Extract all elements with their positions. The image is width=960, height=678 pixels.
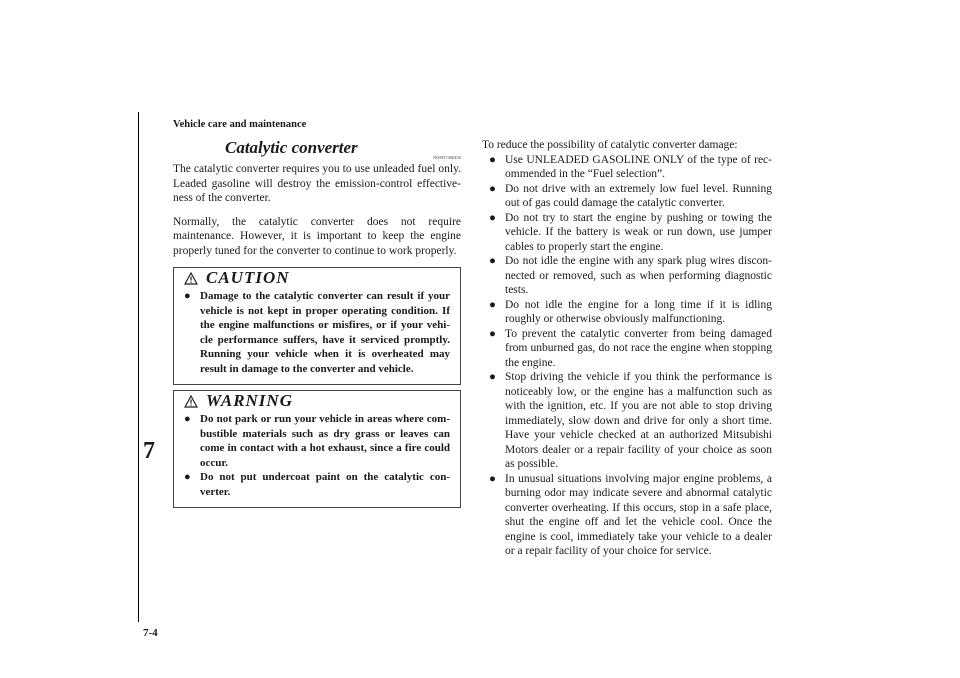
warning-title: WARNING [206,391,293,410]
section-header: Vehicle care and maintenance [173,119,307,130]
bullet-icon: ● [184,290,191,302]
caution-item: ● Damage to the catalytic converter can result if your vehicle is not kept in proper operating condition. If the engine malfunctions or misfires, or if your vehi-cle performance suffers, have it serviced promptly. Running your vehicle when it is overheated may result in damage to the converter and vehicle. [184,290,450,375]
caution-title: CAUTION [206,268,290,287]
bullet-icon: ● [489,153,496,166]
page-title: Catalytic converter [225,138,358,157]
bullet-icon: ● [489,298,496,311]
bullet-icon: ● [489,371,496,383]
list-item: ● Use UNLEADED GASOLINE ONLY of the type of rec-ommended in the “Fuel selection”. [489,153,772,180]
chapter-divider [138,112,139,622]
bullet-icon: ● [184,413,191,425]
page-number: 7-4 [143,627,158,639]
bullet-icon: ● [184,471,191,483]
warning-body [174,411,460,507]
list-item: ● Do not idle the engine for a long time if it is idling roughly or otherwise obviously malfunctioning. [489,298,772,325]
bullet-icon: ● [489,327,496,340]
warning-header [174,391,460,411]
title-row [173,138,461,162]
bullet-icon: ● [489,211,496,224]
document-code: N00937400450 [433,155,461,160]
caution-header [174,268,460,288]
intro-paragraph: The catalytic converter requires you to use unleaded fuel only. Leaded gasoline will destroy the emission-control effective-ness of the converter. [173,163,461,204]
warning-item: ● Do not park or run your vehicle in areas where com-bustible materials such as dry grass or leaves can come in contact with a hot exhaust, since a fire could occur. [184,413,450,469]
warning-triangle-icon [184,395,198,408]
damage-intro: To reduce the possibility of catalytic converter damage: [482,139,738,151]
right-column [482,138,772,559]
list-item: ● Do not try to start the engine by pushing or towing the vehicle. If the battery is weak or run down, use jumper cables to properly start the engine. [489,211,772,253]
list-item: ● Stop driving the vehicle if you think the performance is noticeably low, or the engine has a malfunction such as with the ignition, etc. If you are not able to stop driving immediately, slow down and drive for only a short time. Have your vehicle checked at an authorized Mitsubishi Motors dealer or a repair facility of your choice as soon as possible. [489,371,772,470]
bullet-icon: ● [489,472,496,485]
warning-box [173,390,461,508]
warning-triangle-icon [184,272,198,285]
chapter-tab: 7 [143,438,155,464]
list-item: ● Do not idle the engine with any spark plug wires discon-nected or removed, such as when performing diagnostic tests. [489,255,772,296]
maintenance-paragraph: Normally, the catalytic converter does not require maintenance. However, it is important to keep the engine properly tuned for the converter to continue to work properly. [173,215,461,257]
caution-box [173,267,461,385]
list-item: ● In unusual situations involving major engine problems, a burning odor may indicate severe and abnormal catalytic converter overheating. If this occurs, stop in a safe place, shut the engine off and let the vehicle cool. Once the engine is cool, immediately take your vehicle to a dealer or a repair facility of your choice for service. [489,472,772,557]
bullet-icon: ● [489,255,496,267]
left-column [173,138,461,508]
list-item: ● To prevent the catalytic converter from being damaged from unburned gas, do not race the engine when stopping the engine. [489,327,772,369]
caution-body [174,288,460,384]
bullet-icon: ● [489,182,496,195]
list-item: ● Do not drive with an extremely low fuel level. Running out of gas could damage the catalytic converter. [489,182,772,209]
warning-item: ● Do not put undercoat paint on the catalytic con-verter. [184,471,450,498]
